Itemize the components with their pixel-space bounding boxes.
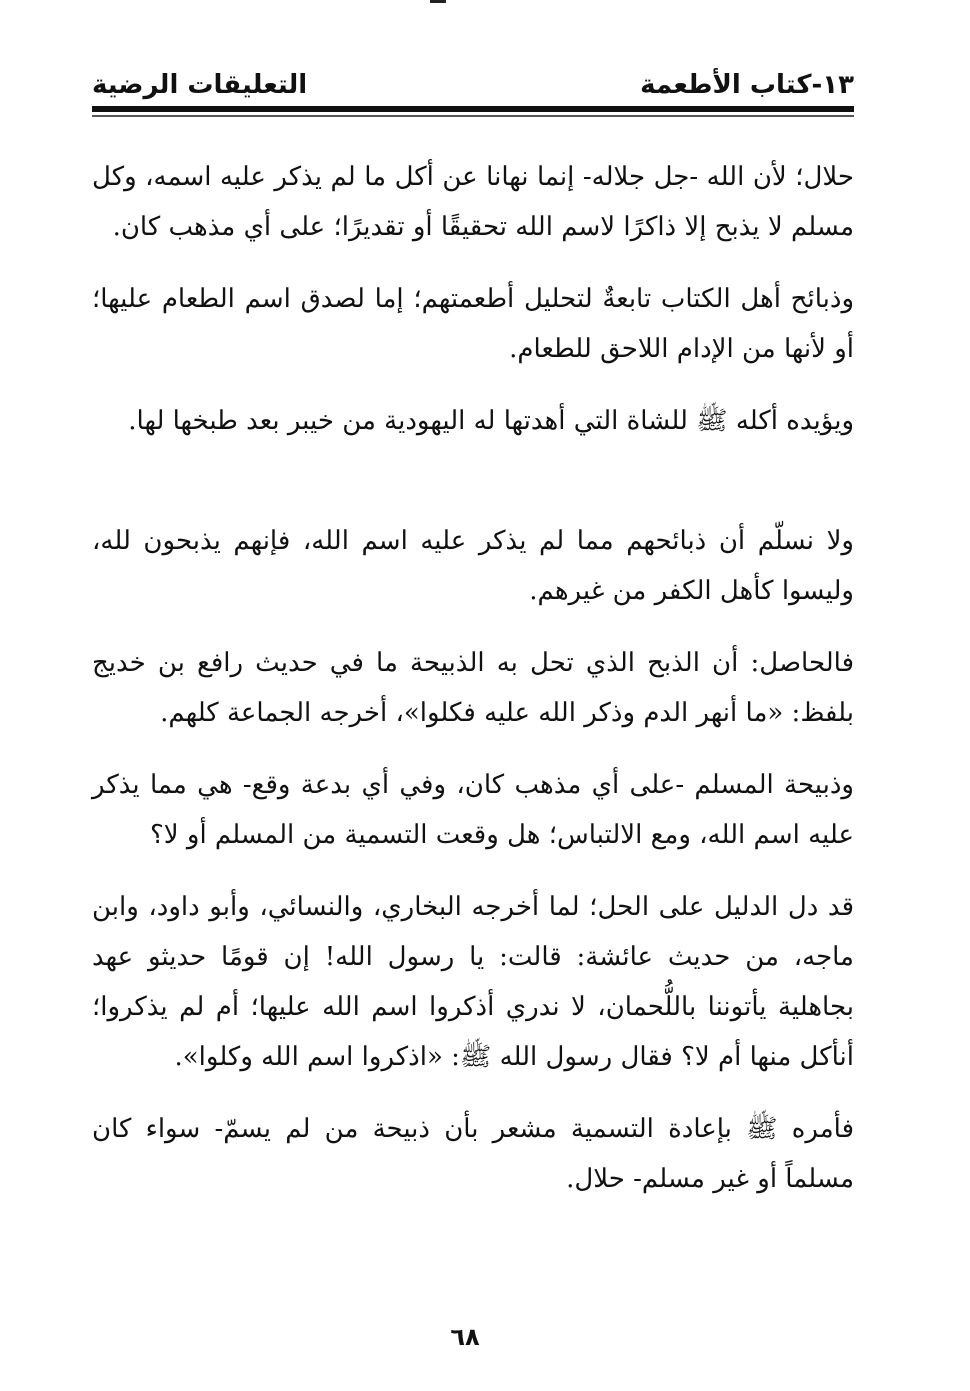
paragraph-1: حلال؛ لأن الله -جل جلاله- إنما نهانا عن أكل ما لم يذكر عليه اسمه، وكل مسلم لا يذبح إلا ذاكرًا لاسم الله تحقيقًا أو تقديرًا؛ على أي مذهب كان. <box>92 162 854 242</box>
chapter-title: ١٣-كتاب الأطعمة <box>640 70 854 100</box>
header-rule-thin <box>92 115 854 117</box>
paragraph-6: وذبيحة المسلم -على أي مذهب كان، وفي أي بدعة وقع- هي مما يذكر عليه اسم الله، ومع الالتباس؛ هل وقعت التسمية من المسلم أو لا؟ <box>92 770 854 850</box>
header-rule-thick <box>92 106 854 112</box>
paragraph-5: فالحاصل: أن الذبح الذي تحل به الذبيحة ما في حديث رافع بن خديج بلفظ: «ما أنهر الدم وذكر الله عليه فكلوا»، أخرجه الجماعة كلهم. <box>92 648 854 728</box>
paragraph-2: وذبائح أهل الكتاب تابعةٌ لتحليل أطعمتهم؛ إما لصدق اسم الطعام عليها؛ أو لأنها من الإدام اللاحق للطعام. <box>92 284 854 364</box>
paragraph-7: قد دل الدليل على الحل؛ لما أخرجه البخاري، والنسائي، وأبو داود، وابن ماجه، من حديث عائشة: قالت: يا رسول الله! إن قومًا حديثو عهد بجاهلية يأتوننا باللُّحمان، لا ندري أذكروا اسم الله عليها؛ أم لم يذكروا؛ أنأكل منها أم لا؟ فقال رسول الله ﷺ: «اذكروا اسم الله وكلوا». <box>92 892 854 1072</box>
paragraph-4: ولا نسلّم أن ذبائحهم مما لم يذكر عليه اسم الله، فإنهم يذبحون لله، وليسوا كأهل الكفر من غيرهم. <box>92 526 854 606</box>
top-scan-mark <box>430 0 446 3</box>
page-header <box>92 66 854 106</box>
page-number: ٦٨ <box>450 1323 480 1351</box>
paragraph-8: فأمره ﷺ بإعادة التسمية مشعر بأن ذبيحة من لم يسمّ- سواء كان مسلماً أو غير مسلم- حلال. <box>92 1114 854 1194</box>
book-title: التعليقات الرضية <box>92 70 308 100</box>
paragraph-3: ويؤيده أكله ﷺ للشاة التي أهدتها له اليهودية من خيبر بعد طبخها لها. <box>128 406 854 436</box>
page-body <box>92 152 854 1226</box>
